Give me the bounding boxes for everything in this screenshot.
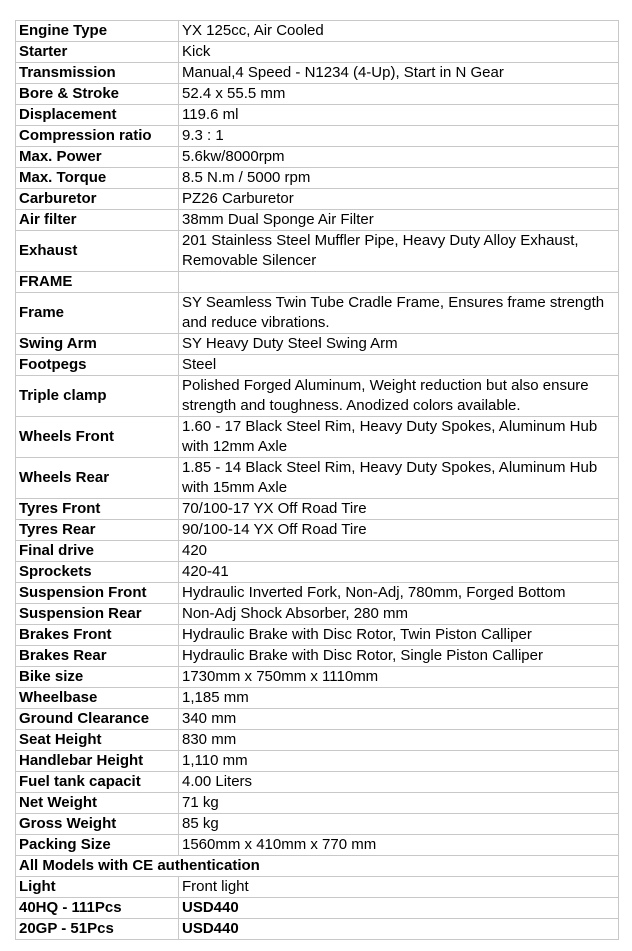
- spec-value: 420: [179, 541, 619, 562]
- spec-label: Seat Height: [16, 730, 179, 751]
- spec-label: Gross Weight: [16, 814, 179, 835]
- spec-row-seat-height: [16, 730, 619, 751]
- spec-row-air-filter: [16, 210, 619, 231]
- price-row-40hq: [16, 898, 619, 919]
- spec-value: 1,110 mm: [179, 751, 619, 772]
- spec-row-suspension-rear: [16, 604, 619, 625]
- spec-row-carburetor: [16, 189, 619, 210]
- spec-row-wheelbase: [16, 688, 619, 709]
- spec-value: 9.3 : 1: [179, 126, 619, 147]
- spec-row-tyres-front: [16, 499, 619, 520]
- spec-value: 340 mm: [179, 709, 619, 730]
- spec-label: Swing Arm: [16, 334, 179, 355]
- price-label: 20GP - 51Pcs: [16, 919, 179, 940]
- spec-row-exhaust: [16, 231, 619, 272]
- spec-row-net-weight: [16, 793, 619, 814]
- spec-label: Carburetor: [16, 189, 179, 210]
- spec-value: 420-41: [179, 562, 619, 583]
- price-row-20gp: [16, 919, 619, 940]
- spec-label: Compression ratio: [16, 126, 179, 147]
- spec-row-fuel-tank: [16, 772, 619, 793]
- spec-value: 71 kg: [179, 793, 619, 814]
- spec-value: 201 Stainless Steel Muffler Pipe, Heavy Duty Alloy Exhaust, Removable Silencer: [179, 231, 619, 272]
- spec-row-swing-arm: [16, 334, 619, 355]
- spec-row-displacement: [16, 105, 619, 126]
- spec-row-suspension-front: [16, 583, 619, 604]
- spec-label: Frame: [16, 293, 179, 334]
- spec-value: 830 mm: [179, 730, 619, 751]
- spec-value: 90/100-14 YX Off Road Tire: [179, 520, 619, 541]
- spec-row-frame: [16, 293, 619, 334]
- spec-value: 38mm Dual Sponge Air Filter: [179, 210, 619, 231]
- spec-value: 1.60 - 17 Black Steel Rim, Heavy Duty Spokes, Aluminum Hub with 12mm Axle: [179, 417, 619, 458]
- spec-row-bike-size: [16, 667, 619, 688]
- spec-label: Engine Type: [16, 21, 179, 42]
- spec-value: Steel: [179, 355, 619, 376]
- spec-label: Net Weight: [16, 793, 179, 814]
- spec-row-tyres-rear: [16, 520, 619, 541]
- spec-value: Polished Forged Aluminum, Weight reduction but also ensure strength and toughness. Anodized colors available.: [179, 376, 619, 417]
- spec-label: Footpegs: [16, 355, 179, 376]
- spec-value: 1.85 - 14 Black Steel Rim, Heavy Duty Spokes, Aluminum Hub with 15mm Axle: [179, 458, 619, 499]
- spec-label: Wheelbase: [16, 688, 179, 709]
- spec-label: Displacement: [16, 105, 179, 126]
- spec-section-frame: [16, 272, 619, 293]
- spec-label: Max. Power: [16, 147, 179, 168]
- spec-value: PZ26 Carburetor: [179, 189, 619, 210]
- spec-row-wheels-rear: [16, 458, 619, 499]
- spec-value: 5.6kw/8000rpm: [179, 147, 619, 168]
- spec-label: Suspension Rear: [16, 604, 179, 625]
- spec-row-handlebar-height: [16, 751, 619, 772]
- spec-label: Bike size: [16, 667, 179, 688]
- spec-value: SY Heavy Duty Steel Swing Arm: [179, 334, 619, 355]
- spec-value: 85 kg: [179, 814, 619, 835]
- spec-label: Wheels Rear: [16, 458, 179, 499]
- spec-value: Front light: [179, 877, 619, 898]
- spec-row-bore-stroke: [16, 84, 619, 105]
- spec-label: Tyres Front: [16, 499, 179, 520]
- section-heading: All Models with CE authentication: [16, 856, 619, 877]
- spec-table: [15, 20, 619, 940]
- spec-label: Starter: [16, 42, 179, 63]
- spec-value: Hydraulic Brake with Disc Rotor, Twin Piston Calliper: [179, 625, 619, 646]
- spec-value: 52.4 x 55.5 mm: [179, 84, 619, 105]
- spec-label: Brakes Front: [16, 625, 179, 646]
- spec-row-brakes-rear: [16, 646, 619, 667]
- spec-section-ce: [16, 856, 619, 877]
- section-heading: FRAME: [16, 272, 179, 293]
- spec-label: Fuel tank capacit: [16, 772, 179, 793]
- spec-row-brakes-front: [16, 625, 619, 646]
- spec-label: Handlebar Height: [16, 751, 179, 772]
- spec-label: Air filter: [16, 210, 179, 231]
- spec-row-max-torque: [16, 168, 619, 189]
- spec-label: Suspension Front: [16, 583, 179, 604]
- spec-row-light: [16, 877, 619, 898]
- spec-label: Wheels Front: [16, 417, 179, 458]
- spec-row-triple-clamp: [16, 376, 619, 417]
- spec-value: 119.6 ml: [179, 105, 619, 126]
- spec-row-wheels-front: [16, 417, 619, 458]
- spec-value: 4.00 Liters: [179, 772, 619, 793]
- spec-value: [179, 272, 619, 293]
- spec-value: 70/100-17 YX Off Road Tire: [179, 499, 619, 520]
- spec-row-transmission: [16, 63, 619, 84]
- spec-value: SY Seamless Twin Tube Cradle Frame, Ensures frame strength and reduce vibrations.: [179, 293, 619, 334]
- spec-label: Bore & Stroke: [16, 84, 179, 105]
- price-label: 40HQ - 111Pcs: [16, 898, 179, 919]
- spec-row-compression-ratio: [16, 126, 619, 147]
- spec-label: Ground Clearance: [16, 709, 179, 730]
- spec-row-starter: [16, 42, 619, 63]
- spec-value: Manual,4 Speed - N1234 (4-Up), Start in N Gear: [179, 63, 619, 84]
- spec-value: Hydraulic Inverted Fork, Non-Adj, 780mm, Forged Bottom: [179, 583, 619, 604]
- spec-row-packing-size: [16, 835, 619, 856]
- spec-value: 1730mm x 750mm x 1110mm: [179, 667, 619, 688]
- spec-value: 1560mm x 410mm x 770 mm: [179, 835, 619, 856]
- spec-row-ground-clearance: [16, 709, 619, 730]
- spec-row-max-power: [16, 147, 619, 168]
- spec-label: Light: [16, 877, 179, 898]
- spec-value: Kick: [179, 42, 619, 63]
- spec-row-engine-type: [16, 21, 619, 42]
- spec-row-footpegs: [16, 355, 619, 376]
- spec-row-sprockets: [16, 562, 619, 583]
- spec-row-final-drive: [16, 541, 619, 562]
- spec-label: Tyres Rear: [16, 520, 179, 541]
- spec-label: Final drive: [16, 541, 179, 562]
- spec-label: Transmission: [16, 63, 179, 84]
- spec-label: Brakes Rear: [16, 646, 179, 667]
- spec-value: 1,185 mm: [179, 688, 619, 709]
- spec-label: Triple clamp: [16, 376, 179, 417]
- price-value: USD440: [179, 919, 619, 940]
- price-value: USD440: [179, 898, 619, 919]
- spec-value: YX 125cc, Air Cooled: [179, 21, 619, 42]
- spec-label: Packing Size: [16, 835, 179, 856]
- spec-value: 8.5 N.m / 5000 rpm: [179, 168, 619, 189]
- spec-value: Hydraulic Brake with Disc Rotor, Single Piston Calliper: [179, 646, 619, 667]
- spec-label: Sprockets: [16, 562, 179, 583]
- spec-value: Non-Adj Shock Absorber, 280 mm: [179, 604, 619, 625]
- spec-row-gross-weight: [16, 814, 619, 835]
- spec-label: Max. Torque: [16, 168, 179, 189]
- spec-label: Exhaust: [16, 231, 179, 272]
